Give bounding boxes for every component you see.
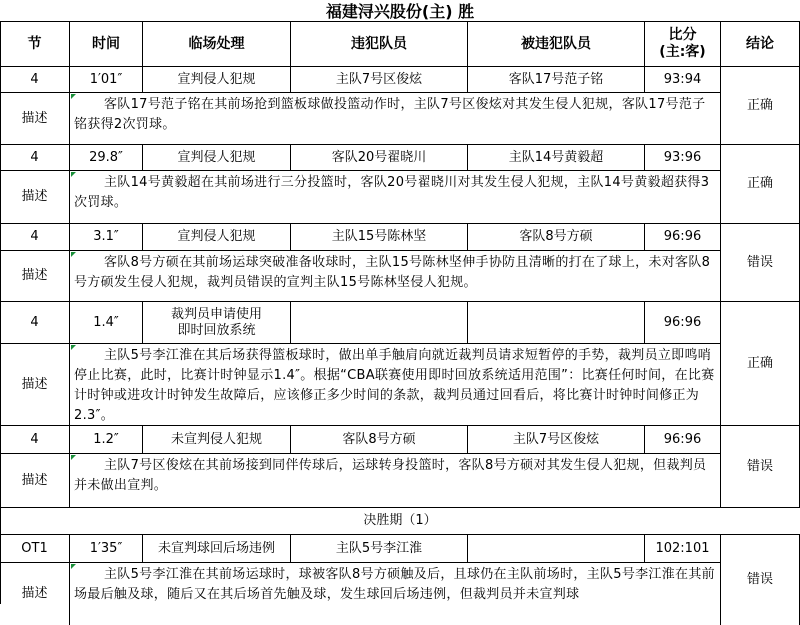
row4-verdict: 正确 bbox=[721, 302, 800, 426]
header-score-line2: (主:客) bbox=[659, 44, 706, 60]
row4-offender bbox=[291, 302, 468, 344]
row5-description: 主队7号区俊炫在其前场接到同伴传球后，运球转身投篮时，客队8号方硕对其发生侵人犯规，但裁判员并未做出宣判。 bbox=[70, 454, 721, 508]
row2-victim: 主队14号黄毅超 bbox=[468, 145, 645, 171]
row6-description: 主队5号李江淮在其前场运球时，球被客队8号方硕触及后，且球仍在主队前场时，主队5号李江淮在其前场最后触及球，随后又在其后场首先触及球，发生球回后场违例，但裁判员并未宣判球 bbox=[70, 563, 721, 625]
header-offender: 违犯队员 bbox=[291, 22, 468, 67]
row5-period: 4 bbox=[0, 426, 70, 454]
row3-score: 96:96 bbox=[645, 224, 721, 251]
header-period: 节 bbox=[0, 22, 70, 67]
row4-handling-line1: 裁判员申请使用 bbox=[170, 306, 262, 322]
row6-desc-label: 描述 bbox=[0, 563, 70, 625]
row2-period: 4 bbox=[0, 145, 70, 171]
row3-desc-label: 描述 bbox=[0, 251, 70, 302]
row4-period: 4 bbox=[0, 302, 70, 344]
row3-period: 4 bbox=[0, 224, 70, 251]
row1-desc-label: 描述 bbox=[0, 93, 70, 145]
row6-verdict: 错误 bbox=[721, 535, 800, 625]
row4-description: 主队5号李江淮在其后场获得篮板球时，做出单手触肩向就近裁判员请求短暂停的手势，裁判员立即鸣哨停止比赛，此时，比赛计时钟显示1.4″。根据“CBA联赛使用即时回放系统适用范围”：比赛任何时间，在比赛计时钟或进攻计时钟发生故障后，应该修正多少时间的条款，裁判员通过回看后，将比赛计时钟时间修正为2.3″。 bbox=[70, 344, 721, 426]
row4-handling-line2: 即时回放系统 bbox=[177, 322, 256, 338]
row2-verdict: 正确 bbox=[721, 145, 800, 224]
row3-victim: 客队8号方硕 bbox=[468, 224, 645, 251]
row4-score: 96:96 bbox=[645, 302, 721, 344]
row1-period: 4 bbox=[0, 67, 70, 93]
header-score-line1: 比分 bbox=[668, 27, 697, 44]
row5-victim: 主队7号区俊炫 bbox=[468, 426, 645, 454]
row4-victim bbox=[468, 302, 645, 344]
row5-desc-label: 描述 bbox=[0, 454, 70, 508]
report-title: 福建浔兴股份(主) 胜 bbox=[0, 0, 800, 22]
row6-handling: 未宣判球回后场违例 bbox=[143, 535, 291, 563]
row1-victim: 客队17号范子铭 bbox=[468, 67, 645, 93]
row2-score: 93:96 bbox=[645, 145, 721, 171]
header-victim: 被违犯队员 bbox=[468, 22, 645, 67]
row4-handling bbox=[143, 302, 291, 344]
row5-score: 96:96 bbox=[645, 426, 721, 454]
row2-offender: 客队20号翟晓川 bbox=[291, 145, 468, 171]
row3-verdict: 错误 bbox=[721, 224, 800, 302]
row5-verdict: 错误 bbox=[721, 426, 800, 508]
row5-handling: 未宣判侵人犯规 bbox=[143, 426, 291, 454]
row6-time: 1′35″ bbox=[70, 535, 143, 563]
row4-time: 1.4″ bbox=[70, 302, 143, 344]
row6-score: 102:101 bbox=[645, 535, 721, 563]
row1-score: 93:94 bbox=[645, 67, 721, 93]
row6-offender: 主队5号李江淮 bbox=[291, 535, 468, 563]
row1-verdict: 正确 bbox=[721, 67, 800, 145]
row3-offender: 主队15号陈林坚 bbox=[291, 224, 468, 251]
ot-section-header: 决胜期（1） bbox=[0, 508, 800, 535]
row1-handling: 宣判侵人犯规 bbox=[143, 67, 291, 93]
row2-handling: 宣判侵人犯规 bbox=[143, 145, 291, 171]
row1-description: 客队17号范子铭在其前场抢到篮板球做投篮动作时，主队7号区俊炫对其发生侵人犯规，客队17号范子铭获得2次罚球。 bbox=[70, 93, 721, 145]
row1-offender: 主队7号区俊炫 bbox=[291, 67, 468, 93]
row2-desc-label: 描述 bbox=[0, 171, 70, 224]
header-score bbox=[645, 22, 721, 67]
row2-time: 29.8″ bbox=[70, 145, 143, 171]
header-handling: 临场处理 bbox=[143, 22, 291, 67]
row3-handling: 宣判侵人犯规 bbox=[143, 224, 291, 251]
row3-description: 客队8号方硕在其前场运球突破准备收球时，主队15号陈林坚伸手协防且清晰的打在了球上，未对客队8号方硕发生侵人犯规，裁判员错误的宣判主队15号陈林坚侵人犯规。 bbox=[70, 251, 721, 302]
row5-offender: 客队8号方硕 bbox=[291, 426, 468, 454]
header-verdict: 结论 bbox=[721, 22, 800, 67]
row5-time: 1.2″ bbox=[70, 426, 143, 454]
row3-time: 3.1″ bbox=[70, 224, 143, 251]
header-time: 时间 bbox=[70, 22, 143, 67]
row6-victim bbox=[468, 535, 645, 563]
row6-period: OT1 bbox=[0, 535, 70, 563]
row2-description: 主队14号黄毅超在其前场进行三分投篮时，客队20号翟晓川对其发生侵人犯规，主队14号黄毅超获得3次罚球。 bbox=[70, 171, 721, 224]
row1-time: 1′01″ bbox=[70, 67, 143, 93]
row4-desc-label: 描述 bbox=[0, 344, 70, 426]
